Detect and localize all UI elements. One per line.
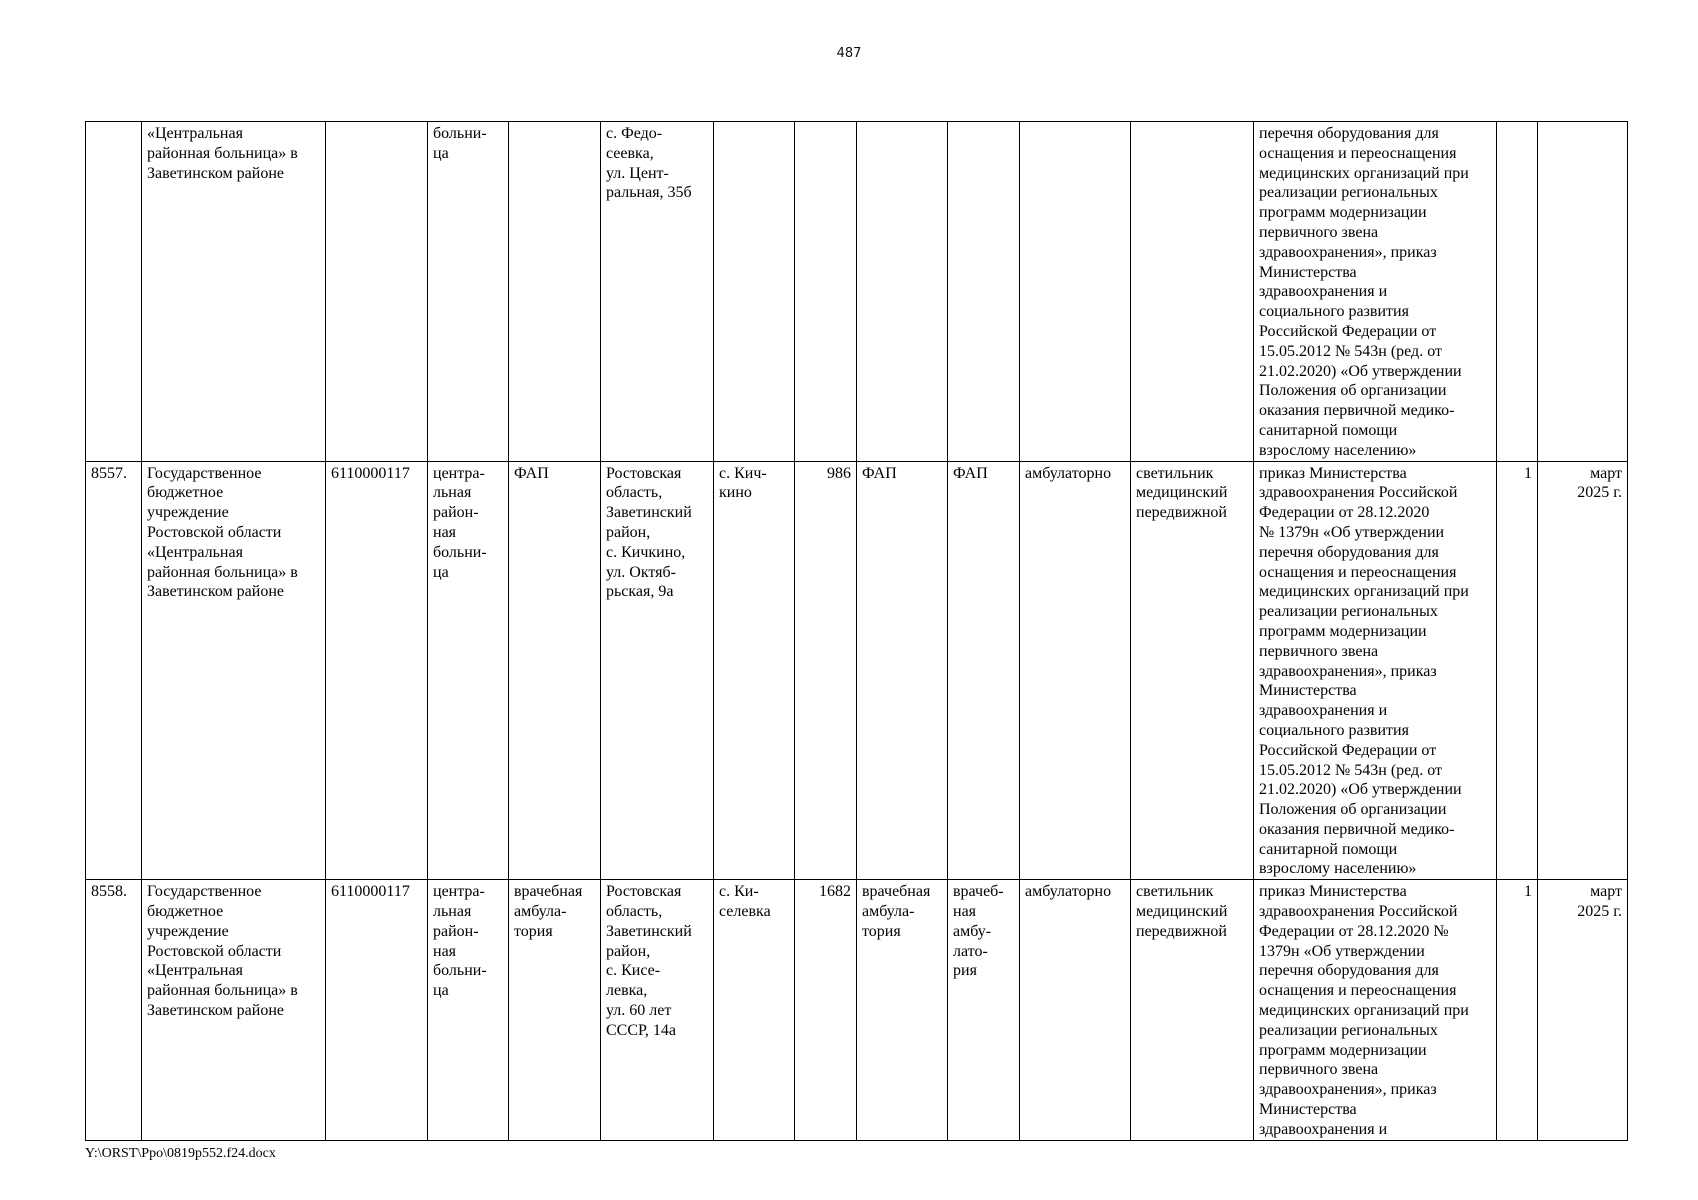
cell-unit3: врачеб- ная амбу- лато- рия: [948, 880, 1020, 1140]
cell-type: центра- льная район- ная больни- ца: [428, 880, 509, 1140]
cell-equipment: светильник медицинский передвижной: [1131, 880, 1254, 1140]
cell-qty: [1497, 122, 1538, 462]
cell-unit2: [857, 122, 948, 462]
cell-num: 8558.: [86, 880, 142, 1140]
cell-num: 8557.: [86, 461, 142, 880]
table-row: [86, 461, 1628, 880]
cell-address: Ростовская область, Заветинский район, с. Кичкино, ул. Октяб- рьская, 9а: [601, 461, 714, 880]
cell-code: [326, 122, 428, 462]
cell-equipment: светильник медицинский передвижной: [1131, 461, 1254, 880]
cell-basis: приказ Министерства здравоохранения Российской Федерации от 28.12.2020 № 1379н «Об утверждении перечня оборудования для оснащения и переоснащения медицинских организаций при реализации региональных программ модернизации первичного звена здравоохранения», приказ Министерства здравоохранения и социального развития Российской Федерации от 15.05.2012 № 543н (ред. от 21.02.2020) «Об утверждении Положения об организации оказания первичной медико- санитарной помощи взрослому населению»: [1254, 461, 1497, 880]
cell-date: [1538, 122, 1628, 462]
cell-org: Государственное бюджетное учреждение Ростовской области «Центральная районная больница» в Заветинском районе: [142, 880, 326, 1140]
cell-date: март 2025 г.: [1538, 880, 1628, 1140]
cell-population: 1682: [795, 880, 857, 1140]
cell-unit2: врачебная амбула- тория: [857, 880, 948, 1140]
page-number: 487: [836, 46, 862, 61]
cell-org: «Центральная районная больница» в Заветинском районе: [142, 122, 326, 462]
cell-type: больни- ца: [428, 122, 509, 462]
cell-basis: приказ Министерства здравоохранения Российской Федерации от 28.12.2020 № 1379н «Об утверждении перечня оборудования для оснащения и переоснащения медицинских организаций при реализации региональных программ модернизации первичного звена здравоохранения», приказ Министерства здравоохранения и: [1254, 880, 1497, 1140]
cell-num: [86, 122, 142, 462]
cell-unit: врачебная амбула- тория: [509, 880, 601, 1140]
cell-population: 986: [795, 461, 857, 880]
cell-qty: 1: [1497, 880, 1538, 1140]
cell-unit: ФАП: [509, 461, 601, 880]
cell-code: 6110000117: [326, 461, 428, 880]
cell-unit3: ФАП: [948, 461, 1020, 880]
cell-unit3: [948, 122, 1020, 462]
table-row: [86, 122, 1628, 462]
cell-qty: 1: [1497, 461, 1538, 880]
cell-care: амбулаторно: [1020, 880, 1131, 1140]
cell-date: март 2025 г.: [1538, 461, 1628, 880]
cell-equipment: [1131, 122, 1254, 462]
cell-address: Ростовская область, Заветинский район, с. Кисе- левка, ул. 60 лет СССР, 14а: [601, 880, 714, 1140]
cell-unit2: ФАП: [857, 461, 948, 880]
cell-locality: [714, 122, 795, 462]
cell-care: [1020, 122, 1131, 462]
equipment-table: [85, 121, 1628, 1141]
cell-code: 6110000117: [326, 880, 428, 1140]
cell-locality: с. Ки- селевка: [714, 880, 795, 1140]
cell-unit: [509, 122, 601, 462]
cell-population: [795, 122, 857, 462]
cell-basis: перечня оборудования для оснащения и переоснащения медицинских организаций при реализации региональных программ модернизации первичного звена здравоохранения», приказ Министерства здравоохранения и социального развития Российской Федерации от 15.05.2012 № 543н (ред. от 21.02.2020) «Об утверждении Положения об организации оказания первичной медико- санитарной помощи взрослому населению»: [1254, 122, 1497, 462]
cell-locality: с. Кич- кино: [714, 461, 795, 880]
cell-type: центра- льная район- ная больни- ца: [428, 461, 509, 880]
cell-org: Государственное бюджетное учреждение Ростовской области «Центральная районная больница» в Заветинском районе: [142, 461, 326, 880]
table-row: [86, 880, 1628, 1140]
cell-care: амбулаторно: [1020, 461, 1131, 880]
file-path-footer: Y:\ORST\Ppo\0819p552.f24.docx: [85, 1146, 276, 1161]
cell-address: с. Федо- сеевка, ул. Цент- ральная, 35б: [601, 122, 714, 462]
